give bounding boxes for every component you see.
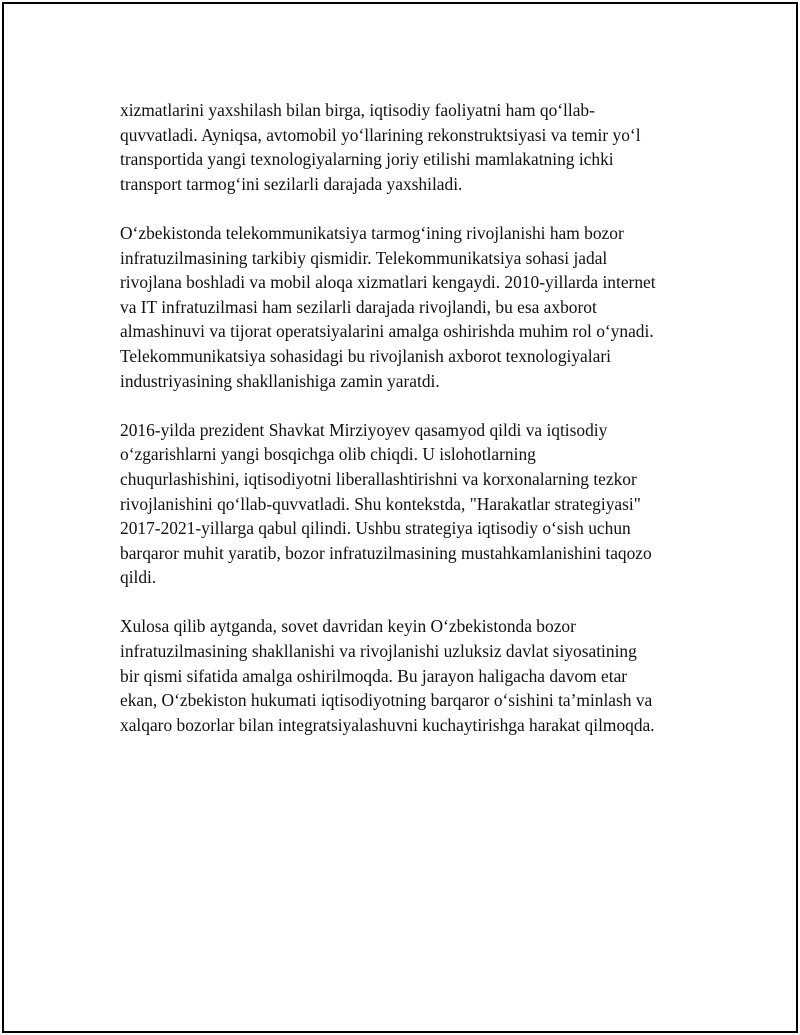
document-body: [120, 98, 700, 762]
text-line: barqaror muhit yaratib, bozor infratuzilmasining mustahkamlanishini taqozo: [120, 542, 652, 563]
text-line: rivojlana boshladi va mobil aloqa xizmatlari kengaydi. 2010-yillarda internet: [120, 272, 656, 293]
paragraph-2: [120, 221, 700, 393]
text-line: chuqurlashishini, iqtisodiyotni liberallashtirishni va korxonalarning tezkor: [120, 468, 637, 489]
text-line: Telekommunikatsiya sohasidagi bu rivojlanish axborot texnologiyalari: [120, 345, 611, 366]
text-line: infratuzilmasining shakllanishi va rivojlanishi uzluksiz davlat siyosatining: [120, 641, 637, 662]
document-page: [2, 2, 798, 1033]
text-line: 2016-yilda prezident Shavkat Mirziyoyev qasamyod qildi va iqtisodiy: [120, 419, 608, 440]
text-line: transportida yangi texnologiyalarning joriy etilishi mamlakatning ichki: [120, 149, 614, 170]
text-line: 2017-2021-yillarga qabul qilindi. Ushbu strategiya iqtisodiy o‘sish uchun: [120, 518, 631, 539]
text-line: qildi.: [120, 567, 157, 588]
text-line: O‘zbekistonda telekommunikatsiya tarmog‘ining rivojlanishi ham bozor: [120, 222, 624, 243]
text-line: bir qismi sifatida amalga oshirilmoqda. Bu jarayon haligacha davom etar: [120, 665, 628, 686]
text-line: rivojlanishini qo‘llab-quvvatladi. Shu kontekstda, "Harakatlar strategiyasi": [120, 493, 641, 514]
text-line: xizmatlarini yaxshilash bilan birga, iqtisodiy faoliyatni ham qo‘llab-: [120, 100, 595, 120]
text-line: infratuzilmasining tarkibiy qismidir. Telekommunikatsiya sohasi jadal: [120, 247, 608, 268]
text-line: almashinuvi va tijorat operatsiyalarini amalga oshirishda muhim rol o‘ynadi.: [120, 321, 654, 342]
paragraph-3: [120, 418, 700, 590]
text-line: industriyasining shakllanishiga zamin yaratdi.: [120, 370, 440, 391]
text-line: transport tarmog‘ini sezilarli darajada yaxshiladi.: [120, 173, 463, 194]
text-line: Xulosa qilib aytganda, sovet davridan keyin O‘zbekistonda bozor: [120, 616, 576, 637]
text-line: va IT infratuzilmasi ham sezilarli darajada rivojlandi, bu esa axborot: [120, 296, 597, 317]
text-line: ekan, O‘zbekiston hukumati iqtisodiyotning barqaror o‘sishini ta’minlash va: [120, 690, 653, 711]
text-line: quvvatladi. Ayniqsa, avtomobil yo‘llarining rekonstruktsiyasi va temir yo‘l: [120, 124, 641, 145]
text-line: o‘zgarishlarni yangi bosqichga olib chiqdi. U islohotlarning: [120, 444, 536, 465]
paragraph-1: [120, 98, 700, 196]
paragraph-4: [120, 614, 700, 737]
text-line: xalqaro bozorlar bilan integratsiyalashuvni kuchaytirishga harakat qilmoqda.: [120, 714, 655, 735]
